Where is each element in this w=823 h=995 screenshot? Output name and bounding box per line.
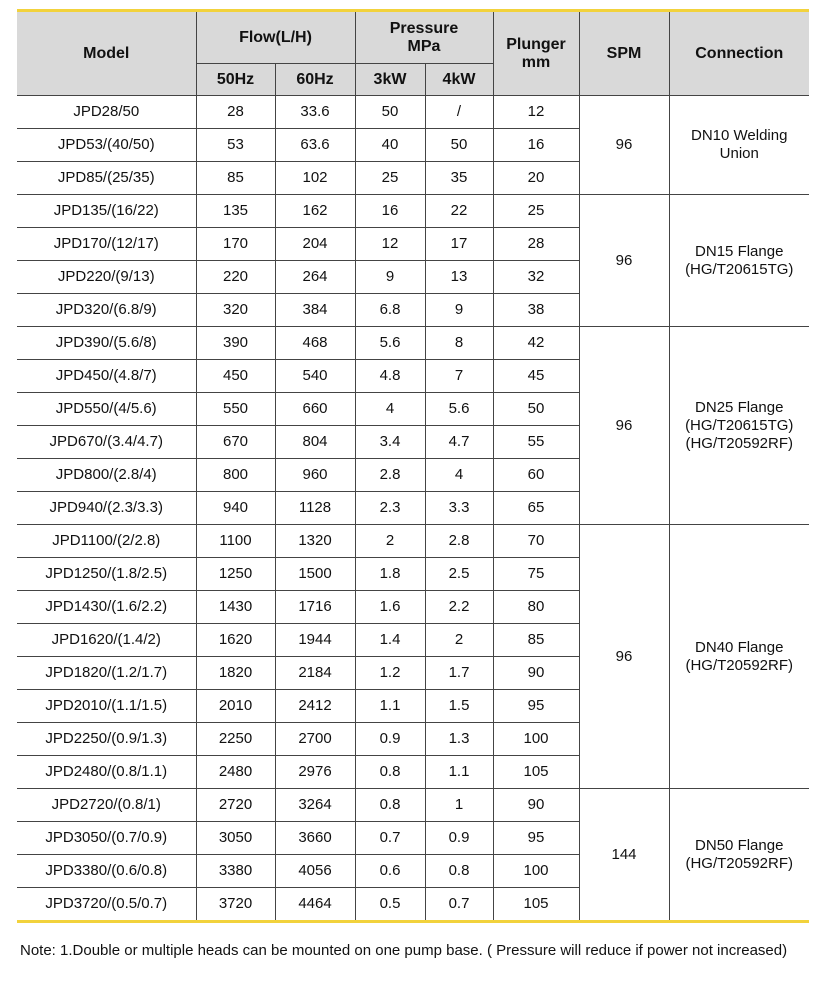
pressure-3kw-cell: 0.8 bbox=[355, 789, 425, 822]
connection-cell bbox=[669, 327, 809, 525]
plunger-cell: 90 bbox=[493, 657, 579, 690]
plunger-cell: 25 bbox=[493, 195, 579, 228]
connection-line: Union bbox=[719, 145, 759, 162]
plunger-cell: 20 bbox=[493, 162, 579, 195]
flow-60hz-cell: 1128 bbox=[275, 492, 355, 525]
model-cell: JPD390/(5.6/8) bbox=[17, 327, 196, 360]
pressure-3kw-cell: 3.4 bbox=[355, 426, 425, 459]
model-cell: JPD1620/(1.4/2) bbox=[17, 624, 196, 657]
pressure-4kw-cell: 1.1 bbox=[425, 756, 493, 789]
connection-line: (HG/T20592RF) bbox=[685, 854, 794, 872]
flow-50hz-cell: 550 bbox=[196, 393, 275, 426]
flow-50hz-cell: 170 bbox=[196, 228, 275, 261]
flow-60hz-cell: 1944 bbox=[275, 624, 355, 657]
connection-line: DN25 Flange bbox=[695, 398, 784, 416]
table-body bbox=[17, 96, 809, 922]
model-cell: JPD450/(4.8/7) bbox=[17, 360, 196, 393]
model-cell: JPD3380/(0.6/0.8) bbox=[17, 855, 196, 888]
flow-50hz-cell: 85 bbox=[196, 162, 275, 195]
model-cell: JPD2010/(1.1/1.5) bbox=[17, 690, 196, 723]
flow-50hz-cell: 53 bbox=[196, 129, 275, 162]
connection-cell bbox=[669, 525, 809, 789]
plunger-cell: 55 bbox=[493, 426, 579, 459]
flow-60hz-cell: 2976 bbox=[275, 756, 355, 789]
flow-60hz-cell: 3660 bbox=[275, 822, 355, 855]
pressure-3kw-cell: 0.5 bbox=[355, 888, 425, 922]
spm-cell: 96 bbox=[579, 327, 669, 525]
plunger-cell: 32 bbox=[493, 261, 579, 294]
flow-50hz-cell: 28 bbox=[196, 96, 275, 129]
connection-cell bbox=[669, 195, 809, 327]
flow-50hz-cell: 450 bbox=[196, 360, 275, 393]
table-row bbox=[17, 195, 809, 228]
plunger-cell: 12 bbox=[493, 96, 579, 129]
model-cell: JPD2480/(0.8/1.1) bbox=[17, 756, 196, 789]
header-model: Model bbox=[17, 11, 196, 96]
pressure-4kw-cell: 2 bbox=[425, 624, 493, 657]
pressure-4kw-cell: 2.2 bbox=[425, 591, 493, 624]
model-cell: JPD2250/(0.9/1.3) bbox=[17, 723, 196, 756]
header-pressure-line1: Pressure bbox=[389, 19, 459, 37]
connection-line: (HG/T20592RF) bbox=[685, 434, 794, 452]
pressure-4kw-cell: 9 bbox=[425, 294, 493, 327]
pressure-4kw-cell: 35 bbox=[425, 162, 493, 195]
model-cell: JPD670/(3.4/4.7) bbox=[17, 426, 196, 459]
plunger-cell: 75 bbox=[493, 558, 579, 591]
header-pressure-line2: MPa bbox=[407, 37, 441, 55]
pressure-4kw-cell: 1 bbox=[425, 789, 493, 822]
flow-50hz-cell: 320 bbox=[196, 294, 275, 327]
table-header bbox=[17, 11, 809, 96]
pressure-4kw-cell: 4.7 bbox=[425, 426, 493, 459]
plunger-cell: 95 bbox=[493, 822, 579, 855]
footnote: Note: 1.Double or multiple heads can be mounted on one pump base. ( Pressure will reduce if power not increased) bbox=[20, 942, 788, 959]
connection-line: (HG/T20615TG) bbox=[685, 260, 794, 278]
pressure-3kw-cell: 50 bbox=[355, 96, 425, 129]
pressure-3kw-cell: 4 bbox=[355, 393, 425, 426]
model-cell: JPD28/50 bbox=[17, 96, 196, 129]
plunger-cell: 45 bbox=[493, 360, 579, 393]
pressure-3kw-cell: 25 bbox=[355, 162, 425, 195]
pressure-4kw-cell: 2.5 bbox=[425, 558, 493, 591]
header-spm: SPM bbox=[579, 11, 669, 96]
plunger-cell: 50 bbox=[493, 393, 579, 426]
pressure-3kw-cell: 1.4 bbox=[355, 624, 425, 657]
model-cell: JPD170/(12/17) bbox=[17, 228, 196, 261]
connection-line: (HG/T20615TG) bbox=[685, 416, 794, 434]
pressure-3kw-cell: 16 bbox=[355, 195, 425, 228]
pressure-3kw-cell: 1.6 bbox=[355, 591, 425, 624]
flow-60hz-cell: 1716 bbox=[275, 591, 355, 624]
pressure-4kw-cell: 17 bbox=[425, 228, 493, 261]
pressure-3kw-cell: 12 bbox=[355, 228, 425, 261]
flow-50hz-cell: 390 bbox=[196, 327, 275, 360]
pressure-4kw-cell: 0.8 bbox=[425, 855, 493, 888]
flow-50hz-cell: 800 bbox=[196, 459, 275, 492]
model-cell: JPD220/(9/13) bbox=[17, 261, 196, 294]
model-cell: JPD3050/(0.7/0.9) bbox=[17, 822, 196, 855]
flow-60hz-cell: 468 bbox=[275, 327, 355, 360]
flow-60hz-cell: 33.6 bbox=[275, 96, 355, 129]
model-cell: JPD3720/(0.5/0.7) bbox=[17, 888, 196, 922]
flow-60hz-cell: 162 bbox=[275, 195, 355, 228]
plunger-cell: 42 bbox=[493, 327, 579, 360]
model-cell: JPD85/(25/35) bbox=[17, 162, 196, 195]
pressure-3kw-cell: 2.8 bbox=[355, 459, 425, 492]
spm-cell: 96 bbox=[579, 525, 669, 789]
flow-50hz-cell: 135 bbox=[196, 195, 275, 228]
model-cell: JPD1250/(1.8/2.5) bbox=[17, 558, 196, 591]
flow-60hz-cell: 960 bbox=[275, 459, 355, 492]
pressure-4kw-cell: 5.6 bbox=[425, 393, 493, 426]
flow-60hz-cell: 2700 bbox=[275, 723, 355, 756]
pressure-4kw-cell: 0.9 bbox=[425, 822, 493, 855]
plunger-cell: 65 bbox=[493, 492, 579, 525]
pressure-3kw-cell: 1.8 bbox=[355, 558, 425, 591]
model-cell: JPD53/(40/50) bbox=[17, 129, 196, 162]
flow-50hz-cell: 1250 bbox=[196, 558, 275, 591]
pressure-4kw-cell: / bbox=[425, 96, 493, 129]
connection-line: DN50 Flange bbox=[695, 836, 784, 854]
flow-60hz-cell: 384 bbox=[275, 294, 355, 327]
pressure-3kw-cell: 4.8 bbox=[355, 360, 425, 393]
pressure-3kw-cell: 6.8 bbox=[355, 294, 425, 327]
pressure-4kw-cell: 4 bbox=[425, 459, 493, 492]
flow-60hz-cell: 660 bbox=[275, 393, 355, 426]
header-pressure bbox=[355, 11, 493, 64]
flow-60hz-cell: 1500 bbox=[275, 558, 355, 591]
header-3kw: 3kW bbox=[355, 64, 425, 96]
model-cell: JPD320/(6.8/9) bbox=[17, 294, 196, 327]
header-plunger-line1: Plunger bbox=[506, 35, 566, 53]
flow-60hz-cell: 1320 bbox=[275, 525, 355, 558]
spm-cell: 96 bbox=[579, 195, 669, 327]
flow-60hz-cell: 204 bbox=[275, 228, 355, 261]
pressure-4kw-cell: 2.8 bbox=[425, 525, 493, 558]
pressure-3kw-cell: 1.1 bbox=[355, 690, 425, 723]
flow-50hz-cell: 2720 bbox=[196, 789, 275, 822]
pressure-3kw-cell: 2.3 bbox=[355, 492, 425, 525]
flow-60hz-cell: 4056 bbox=[275, 855, 355, 888]
table-row bbox=[17, 789, 809, 822]
pressure-3kw-cell: 1.2 bbox=[355, 657, 425, 690]
plunger-cell: 38 bbox=[493, 294, 579, 327]
flow-50hz-cell: 940 bbox=[196, 492, 275, 525]
flow-50hz-cell: 1430 bbox=[196, 591, 275, 624]
flow-50hz-cell: 1100 bbox=[196, 525, 275, 558]
flow-60hz-cell: 804 bbox=[275, 426, 355, 459]
pressure-4kw-cell: 1.7 bbox=[425, 657, 493, 690]
pump-spec-table bbox=[17, 9, 809, 923]
table-row bbox=[17, 327, 809, 360]
plunger-cell: 105 bbox=[493, 888, 579, 922]
plunger-cell: 85 bbox=[493, 624, 579, 657]
pressure-4kw-cell: 1.5 bbox=[425, 690, 493, 723]
pressure-3kw-cell: 0.7 bbox=[355, 822, 425, 855]
plunger-cell: 95 bbox=[493, 690, 579, 723]
flow-50hz-cell: 1620 bbox=[196, 624, 275, 657]
flow-50hz-cell: 3720 bbox=[196, 888, 275, 922]
pressure-4kw-cell: 22 bbox=[425, 195, 493, 228]
flow-60hz-cell: 264 bbox=[275, 261, 355, 294]
flow-50hz-cell: 2010 bbox=[196, 690, 275, 723]
connection-line: DN40 Flange bbox=[695, 638, 784, 656]
flow-50hz-cell: 2250 bbox=[196, 723, 275, 756]
model-cell: JPD550/(4/5.6) bbox=[17, 393, 196, 426]
header-flow: Flow(L/H) bbox=[196, 11, 355, 64]
connection-cell bbox=[669, 789, 809, 922]
plunger-cell: 28 bbox=[493, 228, 579, 261]
plunger-cell: 90 bbox=[493, 789, 579, 822]
model-cell: JPD1430/(1.6/2.2) bbox=[17, 591, 196, 624]
header-60hz: 60Hz bbox=[275, 64, 355, 96]
header-plunger-line2: mm bbox=[521, 53, 551, 71]
plunger-cell: 70 bbox=[493, 525, 579, 558]
flow-60hz-cell: 2184 bbox=[275, 657, 355, 690]
plunger-cell: 100 bbox=[493, 723, 579, 756]
pressure-4kw-cell: 13 bbox=[425, 261, 493, 294]
connection-line: (HG/T20592RF) bbox=[685, 656, 794, 674]
pressure-4kw-cell: 8 bbox=[425, 327, 493, 360]
pressure-3kw-cell: 40 bbox=[355, 129, 425, 162]
pressure-3kw-cell: 9 bbox=[355, 261, 425, 294]
flow-60hz-cell: 3264 bbox=[275, 789, 355, 822]
pressure-3kw-cell: 0.6 bbox=[355, 855, 425, 888]
spm-cell: 96 bbox=[579, 96, 669, 195]
model-cell: JPD2720/(0.8/1) bbox=[17, 789, 196, 822]
header-plunger bbox=[493, 11, 579, 96]
flow-60hz-cell: 2412 bbox=[275, 690, 355, 723]
plunger-cell: 105 bbox=[493, 756, 579, 789]
flow-60hz-cell: 4464 bbox=[275, 888, 355, 922]
flow-50hz-cell: 2480 bbox=[196, 756, 275, 789]
spm-cell: 144 bbox=[579, 789, 669, 922]
flow-50hz-cell: 3380 bbox=[196, 855, 275, 888]
header-4kw: 4kW bbox=[425, 64, 493, 96]
header-50hz: 50Hz bbox=[196, 64, 275, 96]
pressure-4kw-cell: 1.3 bbox=[425, 723, 493, 756]
model-cell: JPD135/(16/22) bbox=[17, 195, 196, 228]
connection-cell bbox=[669, 96, 809, 195]
flow-60hz-cell: 540 bbox=[275, 360, 355, 393]
plunger-cell: 16 bbox=[493, 129, 579, 162]
connection-line: DN10 Welding bbox=[691, 127, 788, 144]
model-cell: JPD1100/(2/2.8) bbox=[17, 525, 196, 558]
model-cell: JPD800/(2.8/4) bbox=[17, 459, 196, 492]
pressure-4kw-cell: 50 bbox=[425, 129, 493, 162]
pressure-4kw-cell: 7 bbox=[425, 360, 493, 393]
plunger-cell: 80 bbox=[493, 591, 579, 624]
flow-50hz-cell: 220 bbox=[196, 261, 275, 294]
connection-line: DN15 Flange bbox=[695, 242, 784, 260]
header-connection: Connection bbox=[669, 11, 809, 96]
pressure-3kw-cell: 0.8 bbox=[355, 756, 425, 789]
flow-50hz-cell: 670 bbox=[196, 426, 275, 459]
pressure-3kw-cell: 5.6 bbox=[355, 327, 425, 360]
model-cell: JPD1820/(1.2/1.7) bbox=[17, 657, 196, 690]
flow-60hz-cell: 102 bbox=[275, 162, 355, 195]
flow-50hz-cell: 1820 bbox=[196, 657, 275, 690]
flow-50hz-cell: 3050 bbox=[196, 822, 275, 855]
plunger-cell: 60 bbox=[493, 459, 579, 492]
flow-60hz-cell: 63.6 bbox=[275, 129, 355, 162]
pressure-3kw-cell: 2 bbox=[355, 525, 425, 558]
pressure-3kw-cell: 0.9 bbox=[355, 723, 425, 756]
pressure-4kw-cell: 3.3 bbox=[425, 492, 493, 525]
pressure-4kw-cell: 0.7 bbox=[425, 888, 493, 922]
model-cell: JPD940/(2.3/3.3) bbox=[17, 492, 196, 525]
table-row bbox=[17, 525, 809, 558]
plunger-cell: 100 bbox=[493, 855, 579, 888]
table-row bbox=[17, 96, 809, 129]
